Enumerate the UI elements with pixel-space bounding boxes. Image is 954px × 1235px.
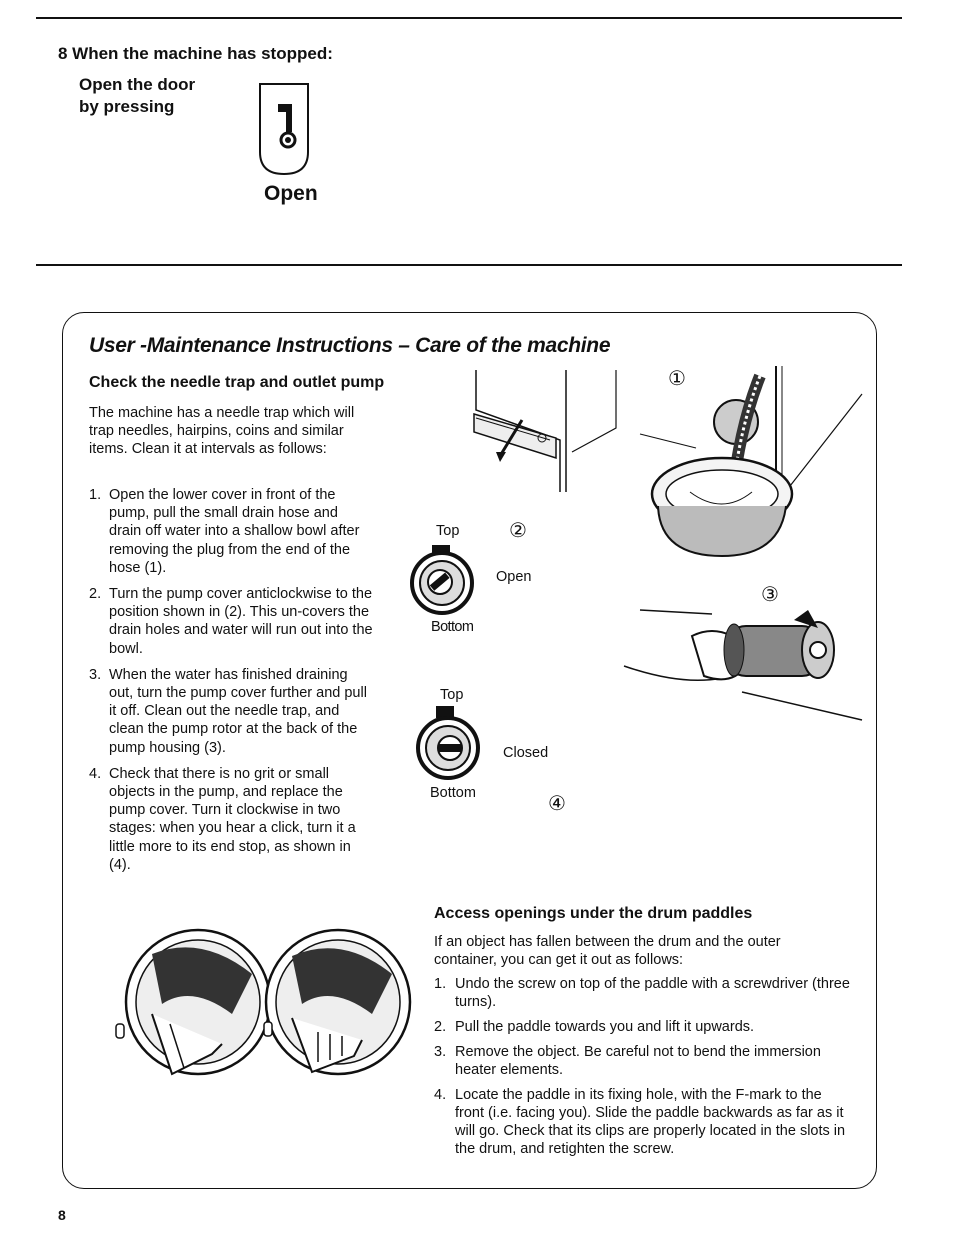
- figure-2-bottom-label: Bottom: [431, 619, 474, 635]
- needle-trap-heading: Check the needle trap and outlet pump: [89, 374, 385, 391]
- drum-paddles-steps: [434, 975, 854, 1165]
- top-rule: [36, 17, 902, 19]
- figure-4-state-closed: Closed: [503, 745, 549, 761]
- list-item: [89, 666, 374, 757]
- figure-4-label: ④: [548, 791, 566, 815]
- page-number: 8: [58, 1207, 66, 1223]
- list-item: [434, 1043, 854, 1079]
- pump-cover-closed-icon: [414, 706, 494, 786]
- step-number: 4.: [434, 1086, 447, 1103]
- pump-cover-open-icon: [410, 545, 490, 625]
- step-instruction: Open the door by pressing: [79, 75, 196, 116]
- step-number: 3.: [89, 666, 102, 683]
- section-divider: [36, 264, 902, 266]
- step-number: 1.: [434, 976, 447, 992]
- door-open-button-icon: [258, 82, 318, 182]
- figure-3-label: ③: [761, 582, 779, 606]
- step-number: 2.: [89, 586, 102, 603]
- list-item: [89, 585, 374, 658]
- step-text: Turn the pump cover anticlockwise to the position shown in (2). This un-covers the drain holes and water will run out into the bowl.: [109, 586, 373, 657]
- figure-4-top-label: Top: [440, 687, 464, 703]
- open-button-label: Open: [264, 182, 318, 205]
- step-number: 1.: [89, 487, 102, 503]
- drum-paddle-illustration-right: [258, 922, 418, 1082]
- step-number: 3.: [434, 1043, 447, 1060]
- step-text: Remove the object. Be careful not to bend the immersion heater elements.: [455, 1043, 821, 1078]
- step-text: Undo the screw on top of the paddle with a screwdriver (three turns).: [455, 976, 850, 1011]
- lower-cover-illustration: [460, 370, 620, 500]
- figure-2-label: ②: [509, 518, 527, 542]
- list-item: [434, 1086, 854, 1159]
- list-item: [434, 1018, 854, 1036]
- pump-removal-illustration: [622, 606, 862, 726]
- figure-2-state-open: Open: [496, 569, 532, 585]
- figure-2-top-label: Top: [436, 523, 460, 539]
- figure-1-label: ①: [668, 366, 686, 390]
- list-item: [434, 975, 854, 1011]
- step-heading: 8 When the machine has stopped:: [58, 44, 333, 63]
- step-text: When the water has finished draining out, turn the pump cover further and pull it off. Clean out the needle trap, and clean the pump rotor at the back of the pump housing (3).: [109, 666, 367, 756]
- drain-hose-bowl-illustration: [640, 366, 870, 566]
- drum-paddles-heading: Access openings under the drum paddles: [434, 905, 753, 922]
- step-number: 2.: [434, 1018, 447, 1035]
- needle-trap-intro: The machine has a needle trap which will trap needles, hairpins, coins and similar items. Clean it at intervals as follows:: [89, 405, 355, 458]
- needle-trap-steps: [89, 486, 374, 882]
- step-text: Open the lower cover in front of the pump, pull the small drain hose and drain off water into a shallow bowl after removing the plug from the end of the hose (1).: [109, 487, 360, 576]
- panel-title: User -Maintenance Instructions – Care of the machine: [89, 334, 611, 357]
- step-text: Pull the paddle towards you and lift it upwards.: [455, 1018, 755, 1035]
- list-item: [89, 486, 374, 577]
- step-text: Check that there is no grit or small objects in the pump, and replace the pump cover. Turn it clockwise in two stages: when you hear a click, turn it a little more to its end stop, as shown in (4).: [109, 765, 356, 873]
- drum-paddles-intro: If an object has fallen between the drum and the outer container, you can get it out as follows:: [434, 934, 781, 969]
- drum-paddle-illustration-left: [112, 924, 272, 1084]
- step-number: 4.: [89, 765, 102, 782]
- step-text: Locate the paddle in its fixing hole, with the F-mark to the front (i.e. facing you). Slide the paddle backwards as far as it will go. Check that its clips are properly located in the slots in the drum, and retighten the screw.: [455, 1086, 846, 1158]
- figure-4-bottom-label: Bottom: [430, 785, 476, 801]
- list-item: [89, 765, 374, 874]
